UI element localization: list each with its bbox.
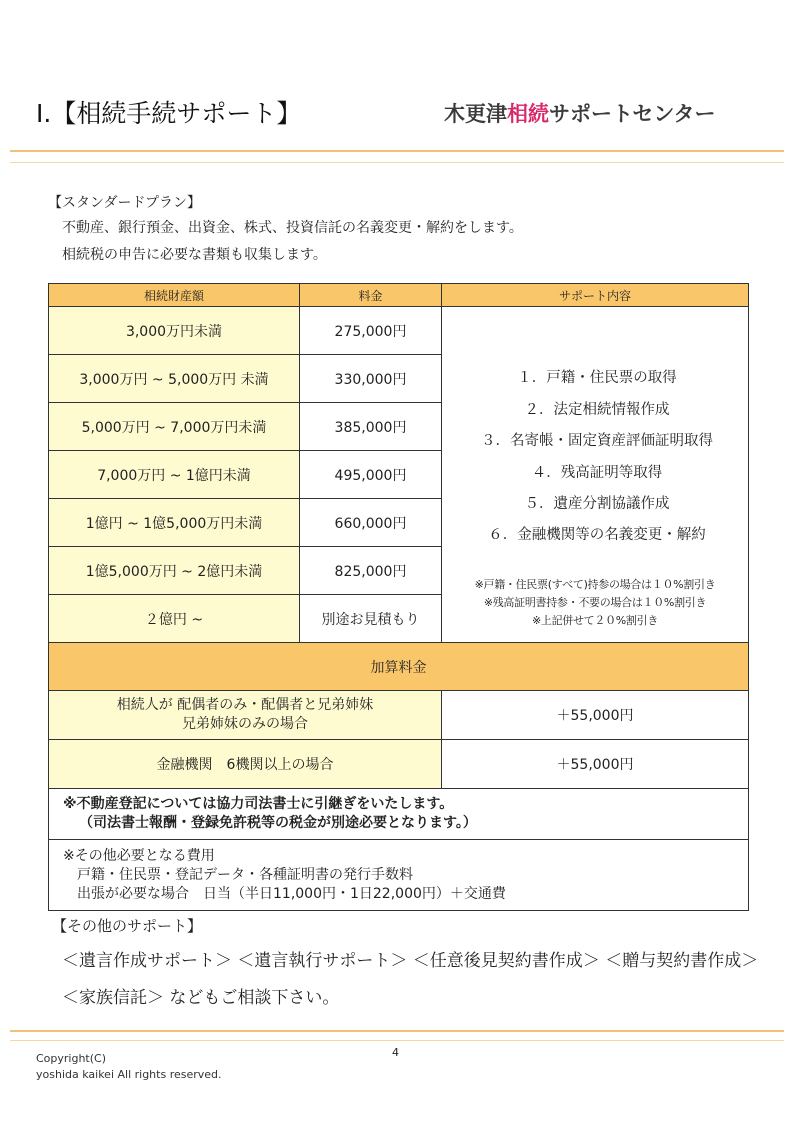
asset-range: 1億5,000万円 ~ 2億円未満 [49, 547, 300, 595]
surcharge-row [49, 740, 749, 789]
header-rule-secondary [10, 162, 784, 163]
other-cost-line: 戸籍・住民票・登記データ・各種証明書の発行手数料 [77, 866, 413, 883]
surcharge-condition-line: 相続人が 配偶者のみ・配偶者と兄弟姉妹 [116, 697, 374, 713]
copyright-line-1: Copyright(C) [36, 1052, 107, 1065]
table-row [49, 307, 749, 355]
other-cost-line: ※その他必要となる費用 [63, 847, 215, 864]
notice-line: （司法書士報酬・登録免許税等の税金が別途必要となります。） [79, 815, 477, 831]
surcharge-heading: 加算料金 [49, 643, 749, 691]
fee-table [48, 283, 749, 911]
asset-range: 3,000万円未満 [49, 307, 300, 355]
header-support: サポート内容 [442, 284, 749, 307]
plan-description-2: 相続税の申告に必要な書類も収集します。 [62, 247, 327, 263]
fee-value: 385,000円 [300, 403, 442, 451]
discount-note: ※戸籍・住民票(すべて)持参の場合は１０%割引き [474, 577, 716, 591]
other-support-line-2: ＜家族信託＞ などもご相談下さい。 [62, 988, 340, 1008]
support-item: ４．残高証明等取得 [531, 464, 663, 481]
brand-accent: 相続 [507, 102, 549, 126]
surcharge-fee: ＋55,000円 [442, 691, 749, 740]
header-asset-amount: 相続財産額 [49, 284, 300, 307]
other-support-line-1: ＜遺言作成サポート＞ ＜遺言執行サポート＞ ＜任意後見契約書作成＞ ＜贈与契約書作成＞ [62, 951, 759, 971]
asset-range: 3,000万円 ~ 5,000万円 未満 [49, 355, 300, 403]
discount-note: ※残高証明書持参・不要の場合は１０%割引き [483, 595, 707, 609]
asset-range: 7,000万円 ~ 1億円未満 [49, 451, 300, 499]
footer-rule-secondary [10, 1040, 784, 1041]
surcharge-row [49, 691, 749, 740]
other-cost-row [49, 840, 749, 911]
other-cost-cell [49, 840, 749, 911]
plan-heading: 【スタンダードプラン】 [48, 195, 202, 211]
brand-logo [444, 98, 716, 128]
fee-value: 330,000円 [300, 355, 442, 403]
fee-value: 660,000円 [300, 499, 442, 547]
fee-value: 825,000円 [300, 547, 442, 595]
brand-pre: 木更津 [444, 102, 507, 126]
support-item: ５．遺産分割協議作成 [524, 495, 670, 512]
asset-range: 1億円 ~ 1億5,000万円未満 [49, 499, 300, 547]
brand-post: サポートセンター [549, 102, 716, 126]
surcharge-fee: ＋55,000円 [442, 740, 749, 789]
table-header-row [49, 284, 749, 307]
copyright-line-2: yoshida kaikei All rights reserved. [36, 1068, 222, 1081]
surcharge-condition [49, 691, 442, 740]
fee-value: 495,000円 [300, 451, 442, 499]
other-support-heading: 【その他のサポート】 [52, 917, 203, 935]
notice-row [49, 789, 749, 840]
support-item: １．戸籍・住民票の取得 [517, 370, 677, 387]
header-rule [10, 150, 784, 152]
asset-range: ２億円 ~ [49, 595, 300, 643]
support-item: ２．法定相続情報作成 [524, 401, 670, 418]
surcharge-condition: 金融機関 6機関以上の場合 [49, 740, 442, 789]
fee-value: 別途お見積もり [300, 595, 442, 643]
surcharge-condition-line: 兄弟姉妹のみの場合 [182, 716, 308, 732]
support-item: ６．金融機関等の名義変更・解約 [488, 527, 706, 544]
support-item: ３．名寄帳・固定資産評価証明取得 [481, 433, 713, 450]
notice-line: ※不動産登記については協力司法書士に引継ぎをいたします。 [63, 796, 454, 812]
other-cost-line: 出張が必要な場合 日当（半日11,000円・1日22,000円）＋交通費 [77, 885, 506, 902]
fee-value: 275,000円 [300, 307, 442, 355]
page-title: Ⅰ.【相続手続サポート】 [36, 99, 302, 128]
header-fee: 料金 [300, 284, 442, 307]
page-number: 4 [392, 1046, 399, 1059]
discount-note: ※上記併せて２０%割引き [531, 613, 659, 627]
footer-rule [10, 1030, 784, 1032]
notice-cell [49, 789, 749, 840]
plan-description-1: 不動産、銀行預金、出資金、株式、投資信託の名義変更・解約をします。 [62, 220, 523, 236]
surcharge-heading-row [49, 643, 749, 691]
asset-range: 5,000万円 ~ 7,000万円未満 [49, 403, 300, 451]
support-content [442, 307, 749, 643]
